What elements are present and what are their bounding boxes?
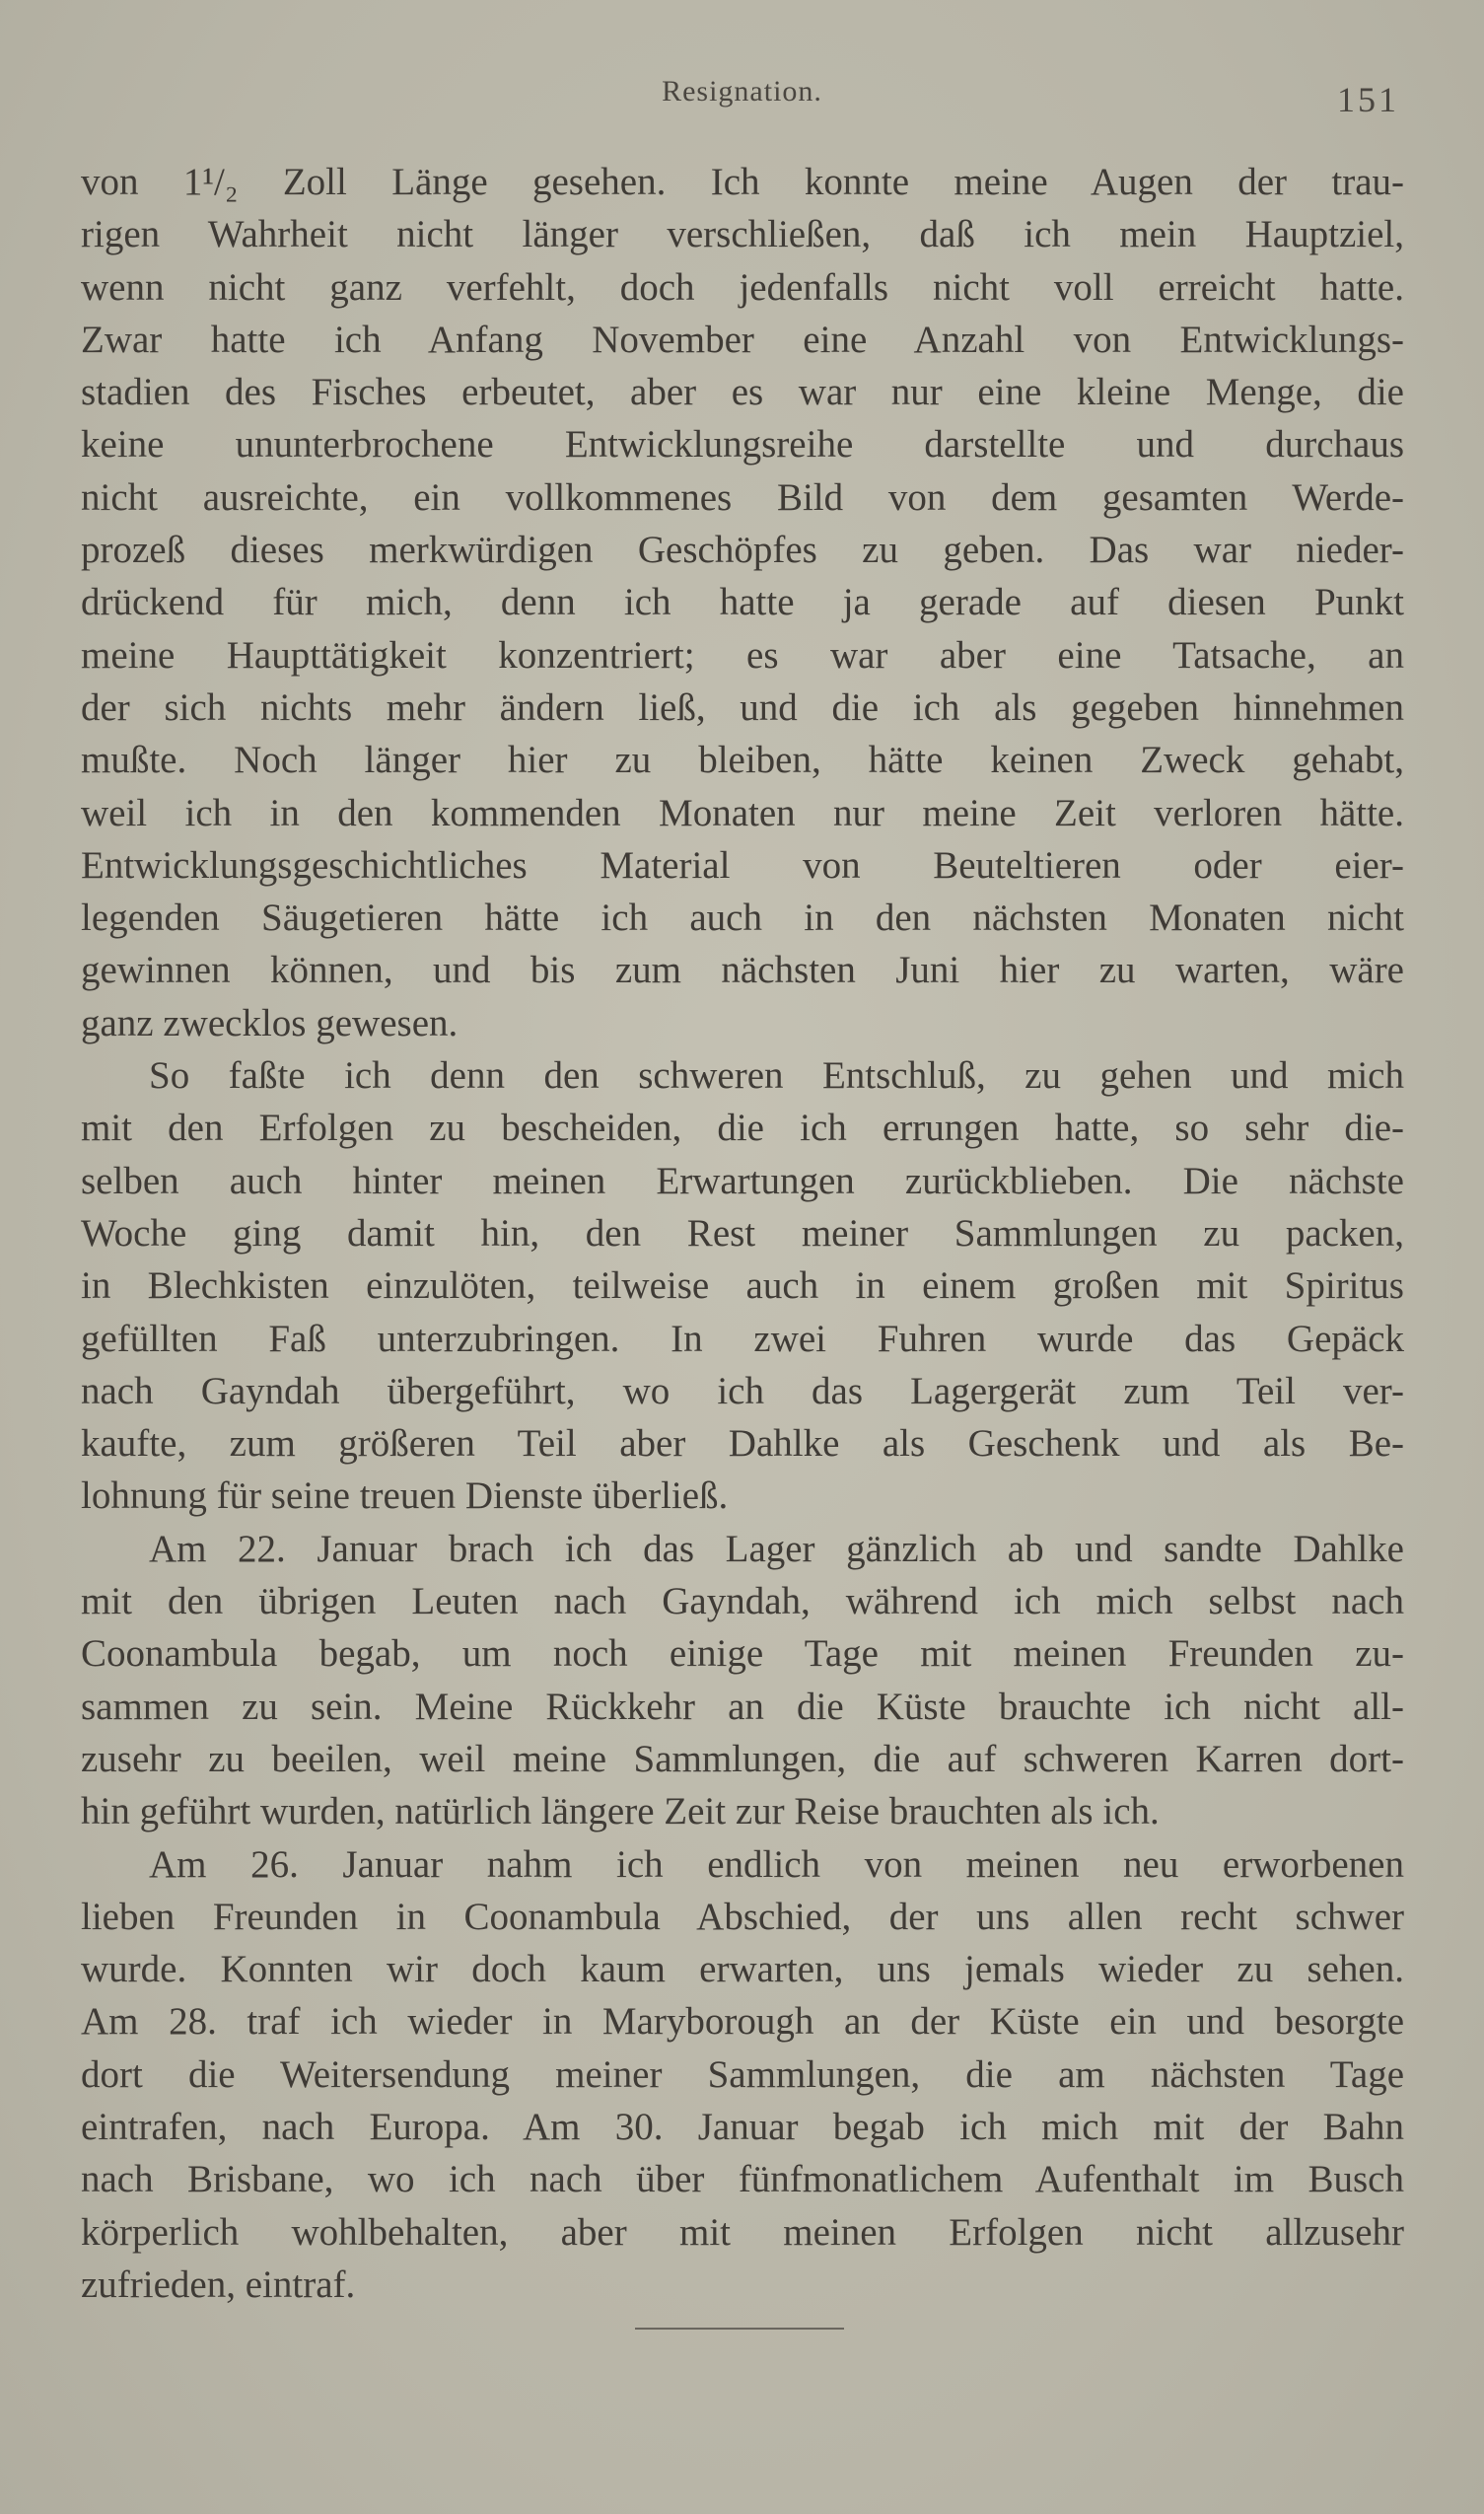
text-line: prozeß dieses merkwürdigen Geschöpfes zu geben. Das war nieder-: [81, 529, 1404, 572]
text-line: nach Brisbane, wo ich nach über fünfmonatlichem Aufenthalt im Busch: [81, 2158, 1404, 2201]
text-line: stadien des Fisches erbeutet, aber es war nur eine kleine Menge, die: [81, 371, 1404, 414]
text-line: ganz zwecklos gewesen.: [81, 1001, 459, 1044]
text-line: mit den Erfolgen zu bescheiden, die ich errungen hatte, so sehr die-: [81, 1107, 1404, 1150]
text-line: zufrieden, eintraf.: [81, 2263, 356, 2306]
page-number: 151: [1337, 80, 1399, 119]
text-line: dort die Weitersendung meiner Sammlungen, die am nächsten Tage: [81, 2052, 1404, 2096]
text-line: eintrafen, nach Europa. Am 30. Januar begab ich mich mit der Bahn: [81, 2105, 1404, 2148]
text-line: lieben Freunden in Coonambula Abschied, der uns allen recht schwer: [81, 1895, 1404, 1938]
text-line: legenden Säugetieren hätte ich auch in den nächsten Monaten nicht: [81, 897, 1404, 940]
text-line: wenn nicht ganz verfehlt, doch jedenfalls nicht voll erreicht hatte.: [81, 265, 1404, 309]
text-line: mußte. Noch länger hier zu bleiben, hätte keinen Zweck gehabt,: [81, 739, 1404, 782]
text-line: keine ununterbrochene Entwicklungsreihe darstellte und durchaus: [81, 423, 1404, 467]
text-line: mit den übrigen Leuten nach Gayndah, während ich mich selbst nach: [81, 1580, 1404, 1623]
text-line: Woche ging damit hin, den Rest meiner Sammlungen zu packen,: [81, 1211, 1404, 1255]
text-line: nicht ausreichte, ein vollkommenes Bild von dem gesamten Werde-: [81, 475, 1404, 519]
text-line: weil ich in den kommenden Monaten nur meine Zeit verloren hätte.: [81, 791, 1404, 834]
text-line: wurde. Konnten wir doch kaum erwarten, uns jemals wieder zu sehen.: [81, 1948, 1404, 1991]
running-title: Resignation.: [662, 75, 822, 108]
text-line: kaufte, zum größeren Teil aber Dahlke als Geschenk und als Be-: [81, 1422, 1404, 1466]
text-line: nach Gayndah übergeführt, wo ich das Lagergerät zum Teil ver-: [81, 1369, 1404, 1412]
text-line: meine Haupttätigkeit konzentriert; es war aber eine Tatsache, an: [81, 633, 1404, 677]
text-line: körperlich wohlbehalten, aber mit meinen Erfolgen nicht allzusehr: [81, 2210, 1404, 2254]
text-line: von 1¹/₂ Zoll Länge gesehen. Ich konnte meine Augen der trau-: [81, 161, 1404, 203]
body-text: [81, 156, 1404, 2311]
text-line: zusehr zu beeilen, weil meine Sammlungen, die auf schweren Karren dort-: [81, 1737, 1404, 1780]
closing-rule: [635, 2328, 844, 2330]
text-line: hin geführt wurden, natürlich längere Zeit zur Reise brauchten als ich.: [81, 1790, 1160, 1833]
text-line: rigen Wahrheit nicht länger verschließen, daß ich mein Hauptziel,: [81, 213, 1404, 256]
text-line: in Blechkisten einzulöten, teilweise auch in einem großen mit Spiritus: [81, 1264, 1404, 1308]
text-line: der sich nichts mehr ändern ließ, und die ich als gegeben hinnehmen: [81, 685, 1404, 729]
text-line: lohnung für seine treuen Dienste überließ.: [81, 1474, 729, 1518]
text-line: gefüllten Faß unterzubringen. In zwei Fuhren wurde das Gepäck: [81, 1317, 1404, 1360]
text-line: Am 28. traf ich wieder in Maryborough an der Küste ein und besorgte: [81, 2000, 1404, 2044]
text-line: Coonambula begab, um noch einige Tage mit meinen Freunden zu-: [81, 1632, 1404, 1676]
text-line: gewinnen können, und bis zum nächsten Juni hier zu warten, wäre: [81, 949, 1404, 992]
text-line: selben auch hinter meinen Erwartungen zurückblieben. Die nächste: [81, 1159, 1404, 1202]
text-line: drückend für mich, denn ich hatte ja gerade auf diesen Punkt: [81, 581, 1404, 624]
text-line: Am 22. Januar brach ich das Lager gänzlich ab und sandte Dahlke: [149, 1527, 1404, 1570]
text-line: Entwicklungsgeschichtliches Material von Beuteltieren oder eier-: [81, 843, 1404, 887]
text-line: Zwar hatte ich Anfang November eine Anzahl von Entwicklungs-: [81, 318, 1404, 361]
text-line: sammen zu sein. Meine Rückkehr an die Küste brauchte ich nicht all-: [81, 1685, 1404, 1728]
text-line: So faßte ich denn den schweren Entschluß, zu gehen und mich: [149, 1054, 1404, 1098]
text-line: Am 26. Januar nahm ich endlich von meinen neu erworbenen: [149, 1842, 1404, 1886]
